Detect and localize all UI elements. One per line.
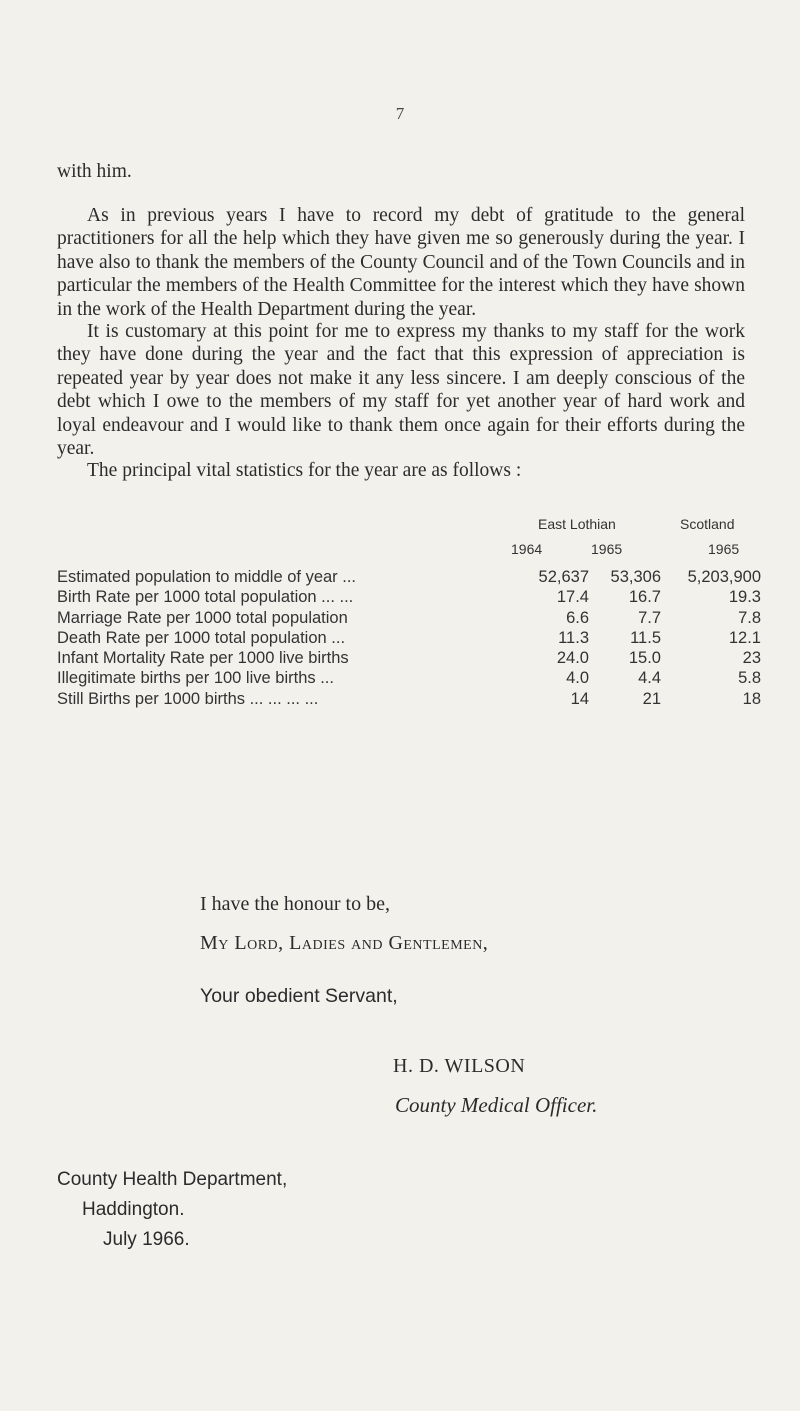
value-1965: 53,306	[610, 568, 661, 586]
value-1964: 11.3	[558, 628, 589, 647]
paragraph-continuation: with him.	[57, 161, 132, 182]
header-year-1965-east-lothian: 1965	[591, 541, 623, 557]
table-row	[57, 649, 761, 669]
value-1964: 14	[570, 689, 589, 708]
value-scotland: 7.8	[738, 608, 761, 627]
value-1964: 52,637	[538, 568, 589, 586]
closing-salutation: My Lord, Ladies and Gentlemen,	[200, 932, 489, 954]
value-1965: 15.0	[628, 649, 661, 668]
value-1964: 6.6	[566, 608, 589, 627]
value-1965: 11.5	[630, 628, 661, 647]
value-1965: 4.4	[638, 669, 661, 688]
signatory-name: H. D. WILSON	[393, 1055, 526, 1077]
closing-servant: Your obedient Servant,	[200, 985, 398, 1007]
row-label: Death Rate per 1000 total population ...	[57, 628, 346, 647]
row-label: Infant Mortality Rate per 1000 live births	[57, 649, 349, 668]
row-label: Birth Rate per 1000 total population ... ...	[57, 588, 354, 607]
table-row	[57, 568, 761, 588]
statistics-rows	[57, 568, 761, 710]
paragraph-statistics-intro: The principal vital statistics for the year are as follows :	[87, 460, 522, 481]
value-1965: 7.7	[638, 608, 661, 627]
table-row	[57, 628, 761, 649]
value-1965: 16.7	[628, 588, 661, 607]
address-date: July 1966.	[103, 1229, 190, 1250]
signatory-title: County Medical Officer.	[395, 1093, 598, 1117]
page-number: 7	[395, 104, 405, 123]
header-scotland: Scotland	[680, 516, 735, 532]
closing-honour: I have the honour to be,	[200, 893, 390, 915]
header-year-1965-scotland: 1965	[708, 541, 740, 557]
table-row	[57, 608, 761, 629]
value-1964: 24.0	[556, 649, 589, 668]
header-year-1964: 1964	[511, 541, 543, 557]
table-row	[57, 689, 761, 710]
row-label: Estimated population to middle of year ...	[57, 568, 356, 586]
value-scotland: 23	[742, 649, 761, 668]
row-label: Still Births per 1000 births ... ... ... ...	[57, 689, 319, 708]
paragraph-gratitude: As in previous years I have to record my debt of gratitude to the general practitioners for all the help which they have given me so generously during the year. I have also to thank the members of the County Council and of the Town Councils and in particular the members of the Health Committee for the interest which they have shown in the work of the Health Department during the year.	[57, 205, 745, 320]
value-1964: 4.0	[566, 669, 589, 688]
row-label: Illegitimate births per 100 live births ...	[57, 669, 334, 688]
address-town: Haddington.	[82, 1199, 185, 1220]
value-scotland: 5,203,900	[687, 568, 761, 586]
paragraph-staff-thanks: It is customary at this point for me to express my thanks to my staff for the work they have done during the year and the fact that this expression of appreciation is repeated year by year does not make it any less sincere. I am deeply conscious of the debt which I owe to the members of my staff for yet another year of hard work and loyal endeavour and I would like to thank them once again for their efforts during the year.	[57, 321, 745, 460]
value-scotland: 19.3	[728, 588, 761, 607]
value-scotland: 18	[742, 689, 761, 708]
value-scotland: 5.8	[738, 669, 761, 688]
value-1964: 17.4	[556, 588, 589, 607]
value-scotland: 12.1	[728, 628, 761, 647]
header-east-lothian: East Lothian	[538, 516, 616, 532]
value-1965: 21	[642, 689, 661, 708]
table-row	[57, 669, 761, 689]
address-department: County Health Department,	[57, 1169, 288, 1190]
row-label: Marriage Rate per 1000 total population	[57, 608, 348, 627]
table-row	[57, 588, 761, 608]
